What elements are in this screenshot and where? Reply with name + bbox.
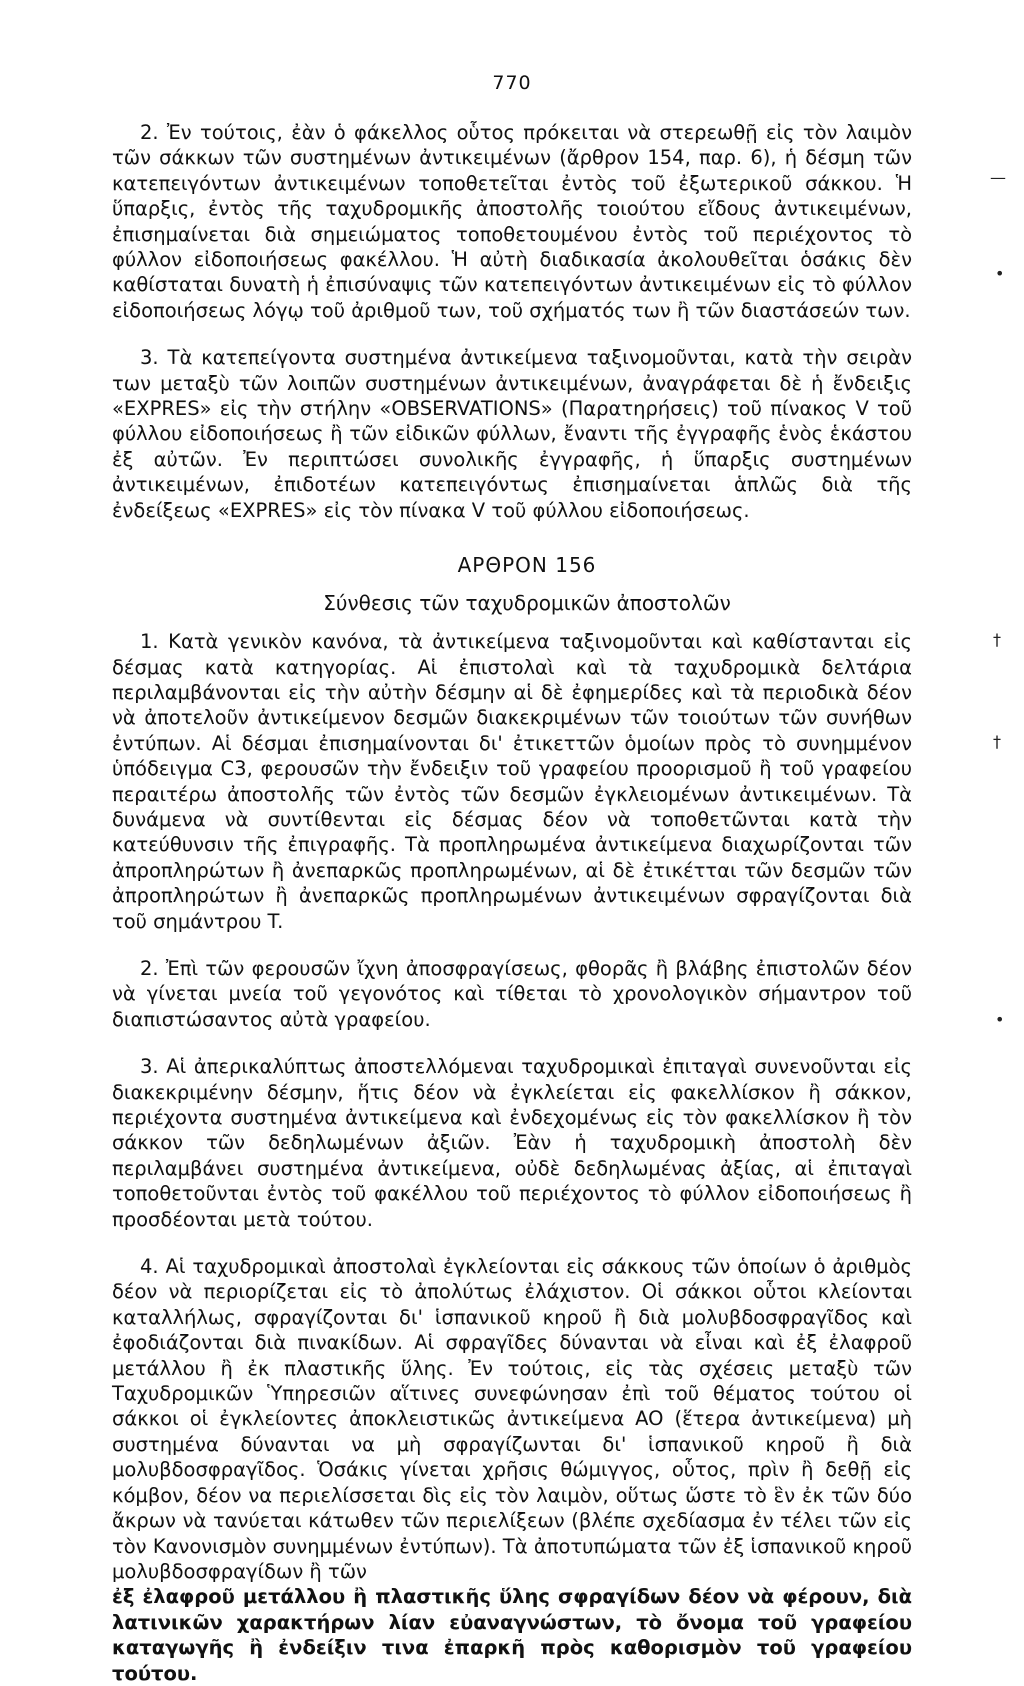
paragraph-art155-2: 2. Ἐν τούτοις, ἐὰν ὁ φάκελλος οὗτος πρόκειται νὰ στερεωθῇ εἰς τὸν λαιμὸν τῶν σάκκων τῶν συστημένων ἀντικειμένων (ἄρθρον 154, παρ. 6), ἡ δέσμη τῶν κατεπειγόντων ἀντικειμένων τοποθετεῖται ἐντὸς τοῦ ἐξωτερικοῦ σάκκου. Ἡ ὕπαρξις, ἐντὸς τῆς ταχυδρομικῆς ἀποστολῆς τοιούτου εἴδους ἀντικειμένων, ἐπισημαίνεται διὰ σημειώματος τοποθετουμένου ἐντὸς τοῦ περιέχοντος τὸ φύλλον εἰδοποιήσεως φακέλλου. Ἡ αὐτὴ διαδικασία ἀκολουθεῖται ὁσάκις δὲν καθίσταται δυνατὴ ἡ ἐπισύναψις τῶν κατεπειγόντων ἀντικειμένων εἰς τὸ φύλλον εἰδοποιήσεως λόγῳ τοῦ ἀριθμοῦ των, τοῦ σχήματός των ἢ τῶν διαστάσεών των. [112, 121, 912, 322]
margin-mark-3: † [993, 630, 1001, 649]
margin-mark-5: • [995, 1010, 1005, 1029]
paragraph-art156-4-bold-ending: ἐξ ἐλαφροῦ μετάλλου ἢ πλαστικῆς ὕλης σφραγίδων δέον νὰ φέρουν, διὰ λατινικῶν χαρακτήρων λίαν εὐαναγνώστων, τὸ ὄνομα τοῦ γραφείου καταγωγῆς ἢ ἐνδείξιν τινα ἐπαρκῆ πρὸς καθορισμὸν τοῦ γραφείου τούτου. [112, 1585, 912, 1685]
paragraph-art156-1: 1. Κατὰ γενικὸν κανόνα, τὰ ἀντικείμενα ταξινομοῦνται καὶ καθίστανται εἰς δέσμας κατὰ κατηγορίας. Αἱ ἐπιστολαὶ καὶ τὰ ταχυδρομικὰ δελτάρια περιλαμβάνονται εἰς τὴν αὐτὴν δέσμην αἱ δὲ ἐφημερίδες καὶ τὰ περιοδικὰ δέον νὰ ἀποτελοῦν ἀντικείμενον δεσμῶν διακεκριμένων τῶν τοιούτων τῶν συνήθων ἐντύπων. Αἱ δέσμαι ἐπισημαίνονται δι' ἐτικεττῶν ὁμοίων πρὸς τὸ συνημμένον ὑπόδειγμα C3, φερουσῶν τὴν ἔνδειξιν τοῦ γραφείου προορισμοῦ ἢ τοῦ γραφείου περαιτέρω ἀποστολῆς τῶν ἐντὸς τῶν δεσμῶν ἐγκλειομένων ἀντικειμένων. Τὰ δυνάμενα νὰ συντίθενται εἰς δέσμας δέον νὰ τοποθετῶνται κατὰ τὴν κατεύθυνσιν τῆς ἐπιγραφῆς. Τὰ προπληρωμένα ἀντικείμενα διαχωρίζονται τῶν ἀπροπληρώτων ἢ ἀνεπαρκῶς προπληρωμένων, αἱ δὲ ἐτικέτται τῶν δεσμῶν τῶν ἀπροπληρώτων ἢ ἀνεπαρκῶς προπληρωμένων ἀντικειμένων σφραγίζονται διὰ τοῦ σημάντρου T. [112, 630, 912, 933]
article-subtitle: Σύνθεσις τῶν ταχυδρομικῶν ἀποστολῶν [323, 591, 731, 616]
page-number: 770 [492, 72, 532, 94]
margin-mark-1: — [990, 168, 1006, 187]
margin-mark-4: † [993, 732, 1001, 751]
article-title: ΑΡΘΡΟΝ 156 [457, 553, 597, 578]
paragraph-art156-4: 4. Αἱ ταχυδρομικαὶ ἀποστολαὶ ἐγκλείονται εἰς σάκκους τῶν ὁποίων ὁ ἀριθμὸς δέον νὰ περιορίζεται εἰς τὸ ἀπολύτως ἐλάχιστον. Οἱ σάκκοι οὗτοι κλείονται καταλλήλως, σφραγίζονται δι' ἱσπανικοῦ κηροῦ ἢ διὰ μολυβδοσφραγῖδος καὶ ἐφοδιάζονται διὰ πινακίδων. Αἱ σφραγῖδες δύνανται νὰ εἶναι καὶ ἐξ ἐλαφροῦ μετάλλου ἢ ἐκ πλαστικῆς ὕλης. Ἐν τούτοις, εἰς τὰς σχέσεις μεταξὺ τῶν Ταχυδρομικῶν Ὑπηρεσιῶν αἵτινες συνεφώνησαν ἐπὶ τοῦ θέματος τούτου οἱ σάκκοι οἱ ἐγκλείοντες ἀποκλειστικῶς ἀντικείμενα AO (ἕτερα ἀντικείμενα) μὴ συστημένα δύνανται να μὴ σφραγίζωνται δι' ἱσπανικοῦ κηροῦ ἢ διὰ μολυβδοσφραγῖδος. Ὁσάκις γίνεται χρῆσις θώμιγγος, οὗτος, πρὶν ἢ δεθῇ εἰς κόμβον, δέον να περιελίσσεται δὶς εἰς τὸν λαιμὸν, οὕτως ὥστε τὸ ἓν ἐκ τῶν δύο ἄκρων νὰ τανύεται κάτωθεν τῶν περιελίξεων (βλέπε σχεδίασμα ἐν τέλει τῶν εἰς τὸν Κανονισμὸν συνημμένων ἐντύπων). Τὰ ἀποτυπώματα τῶν ἐξ ἱσπανικοῦ κηροῦ μολυβδοσφραγίδων ἢ τῶν [112, 1255, 912, 1583]
paragraph-art156-2: 2. Ἐπὶ τῶν φερουσῶν ἴχνη ἀποσφραγίσεως, φθορᾶς ἢ βλάβης ἐπιστολῶν δέον νὰ γίνεται μνεία τοῦ γεγονότος καὶ τίθεται τὸ χρονολογικὸν σήμαντρον τοῦ διαπιστώσαντος αὐτὰ γραφείου. [112, 956, 912, 1031]
paragraph-art155-3: 3. Τὰ κατεπείγοντα συστημένα ἀντικείμενα ταξινομοῦνται, κατὰ τὴν σειρὰν των μεταξὺ τῶν λοιπῶν συστημένων ἀντικειμένων, ἀναγράφεται δὲ ἡ ἔνδειξις «EXPRES» εἰς τὴν στήλην «OBSERVATIONS» (Παρατηρήσεις) τοῦ πίνακος V τοῦ φύλλου εἰδοποιήσεως ἢ τῶν εἰδικῶν φύλλων, ἔναντι τῆς ἐγγραφῆς ἑνὸς ἑκάστου ἐξ αὐτῶν. Ἐν περιπτώσει συνολικῆς ἐγγραφῆς, ἡ ὕπαρξις συστημένων ἀντικειμένων, ἐπιδοτέων κατεπειγόντως ἐπισημαίνεται ἁπλῶς διὰ τῆς ἐνδείξεως «EXPRES» εἰς τὸν πίνακα V τοῦ φύλλου εἰδοποιήσεως. [112, 346, 912, 522]
paragraph-art156-3: 3. Αἱ ἀπερικαλύπτως ἀποστελλόμεναι ταχυδρομικαὶ ἐπιταγαὶ συνενοῦνται εἰς διακεκριμένην δέσμην, ἥτις δέον νὰ ἐγκλείεται εἰς φακελλίσκον ἢ σάκκον, περιέχοντα συστημένα ἀντικείμενα καὶ ἐνδεχομένως εἰς τὸν φακελλίσκον ἢ τὸν σάκκον τῶν δεδηλωμένων ἀξιῶν. Ἐὰν ἡ ταχυδρομικὴ ἀποστολὴ δὲν περιλαμβάνει συστημένα ἀντικείμενα, οὐδὲ δεδηλωμένας ἀξίας, αἱ ἐπιταγαὶ τοποθετοῦνται ἐντὸς τοῦ φακέλλου τοῦ περιέχοντος τὸ φύλλον εἰδοποιήσεως ἢ προσδέονται μετὰ τούτου. [112, 1055, 912, 1231]
document-body [112, 120, 912, 1686]
margin-mark-2: • [995, 264, 1005, 283]
